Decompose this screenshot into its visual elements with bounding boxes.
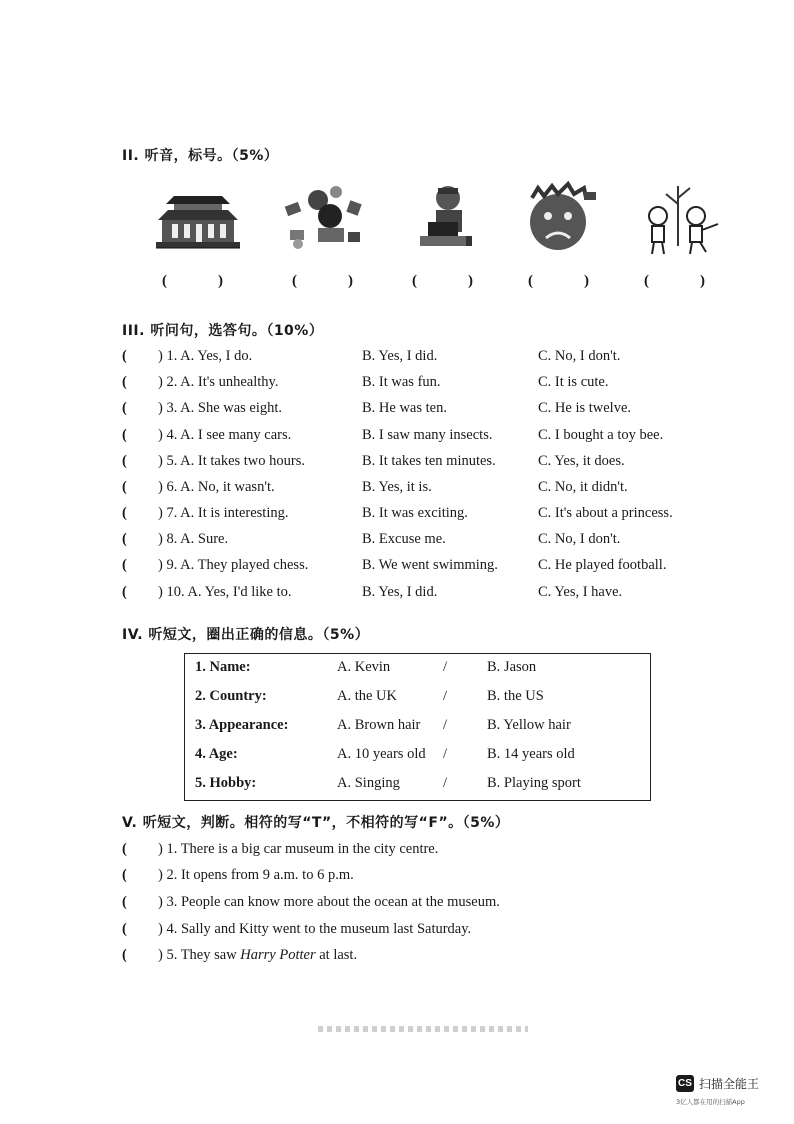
answer-blank[interactable]: ( (122, 348, 127, 364)
answer-blank[interactable]: ( (122, 557, 127, 573)
section-3-title: III. 听问句，选答句。（10%） (122, 323, 324, 339)
question-row: ( ) 5. A. It takes two hours. B. It takes ten minutes. C. Yes, it does. (122, 453, 625, 469)
section-5-title: V. 听短文，判断。相符的写“T”，不相符的写“F”。（5%） (122, 815, 510, 831)
sad-earth-picture (518, 180, 610, 260)
option-b[interactable]: B. Yellow hair (487, 717, 571, 733)
info-row: 2. Country: A. the UK / B. the US (195, 688, 544, 704)
book-title: Harry Potter (240, 947, 316, 963)
statement-row: ( ) 5. They saw Harry Potter at last. (122, 947, 358, 963)
section-4-title: IV. 听短文，圈出正确的信息。（5%） (122, 627, 370, 643)
answer-blank-2[interactable]: ( ) (292, 273, 353, 289)
tiananmen-picture (152, 180, 244, 260)
info-row: 4. Age: A. 10 years old / B. 14 years old (195, 746, 575, 762)
answer-blank[interactable]: ( (122, 867, 127, 883)
option-a[interactable]: A. Kevin (337, 659, 391, 675)
option-a[interactable]: A. 10 years old (337, 746, 426, 762)
children-planting-tree-picture (636, 180, 728, 260)
answer-blank[interactable]: ( (122, 400, 127, 416)
option-b[interactable]: B. the US (487, 688, 544, 704)
answer-blank[interactable]: ( (122, 841, 127, 857)
question-row: ( ) 10. A. Yes, I'd like to. B. Yes, I did. C. Yes, I have. (122, 584, 623, 600)
answer-blank[interactable]: ( (122, 531, 127, 547)
boy-reading-picture (406, 180, 498, 260)
children-reading-picture (278, 180, 370, 260)
option-b[interactable]: B. 14 years old (487, 746, 575, 762)
answer-blank[interactable]: ( (122, 505, 127, 521)
info-table (184, 653, 651, 801)
info-row: 1. Name: A. Kevin / B. Jason (195, 659, 537, 675)
camscanner-tagline: 3亿人都在用的扫描App (676, 1098, 745, 1106)
option-a[interactable]: A. the UK (337, 688, 398, 704)
camscanner-logo-icon: CS (676, 1075, 694, 1092)
section-2-title: II. 听音，标号。（5%） (122, 148, 279, 164)
answer-blank[interactable]: ( (122, 584, 127, 600)
camscanner-name: 扫描全能王 (699, 1077, 760, 1091)
statement-row: ( ) 3. People can know more about the ocean at the museum. (122, 894, 500, 910)
info-row: 3. Appearance: A. Brown hair / B. Yellow hair (195, 717, 571, 733)
question-row: ( ) 7. A. It is interesting. B. It was exciting. C. It's about a princess. (122, 505, 673, 521)
answer-blank[interactable]: ( (122, 479, 127, 495)
statement-row: ( ) 2. It opens from 9 a.m. to 6 p.m. (122, 867, 354, 883)
statement-row: ( ) 1. There is a big car museum in the city centre. (122, 841, 439, 857)
answer-blank[interactable]: ( (122, 453, 127, 469)
question-row: ( ) 4. A. I see many cars. B. I saw many insects. C. I bought a toy bee. (122, 427, 664, 443)
answer-blank-5[interactable]: ( ) (644, 273, 705, 289)
option-b[interactable]: B. Playing sport (487, 775, 581, 791)
question-row: ( ) 3. A. She was eight. B. He was ten. C. He is twelve. (122, 400, 632, 416)
answer-blank[interactable]: ( (122, 427, 127, 443)
question-row: ( ) 8. A. Sure. B. Excuse me. C. No, I don't. (122, 531, 621, 547)
answer-blank[interactable]: ( (122, 921, 127, 937)
question-row: ( ) 1. A. Yes, I do. B. Yes, I did. C. No, I don't. (122, 348, 621, 364)
info-row: 5. Hobby: A. Singing / B. Playing sport (195, 775, 581, 791)
answer-blank[interactable]: ( (122, 947, 127, 963)
answer-blank-3[interactable]: ( ) (412, 273, 473, 289)
question-row: ( ) 6. A. No, it wasn't. B. Yes, it is. C. No, it didn't. (122, 479, 628, 495)
option-b[interactable]: B. Jason (487, 659, 537, 675)
option-a[interactable]: A. Singing (337, 775, 400, 791)
answer-blank[interactable]: ( (122, 894, 127, 910)
option-a[interactable]: A. Brown hair (337, 717, 421, 733)
question-row: ( ) 9. A. They played chess. B. We went swimming. C. He played football. (122, 557, 667, 573)
statement-row: ( ) 4. Sally and Kitty went to the museum last Saturday. (122, 921, 472, 937)
answer-blank-1[interactable]: ( ) (162, 273, 223, 289)
answer-blank-4[interactable]: ( ) (528, 273, 589, 289)
question-row: ( ) 2. A. It's unhealthy. B. It was fun. C. It is cute. (122, 374, 609, 390)
answer-blank[interactable]: ( (122, 374, 127, 390)
faint-footer-line (318, 1026, 528, 1032)
